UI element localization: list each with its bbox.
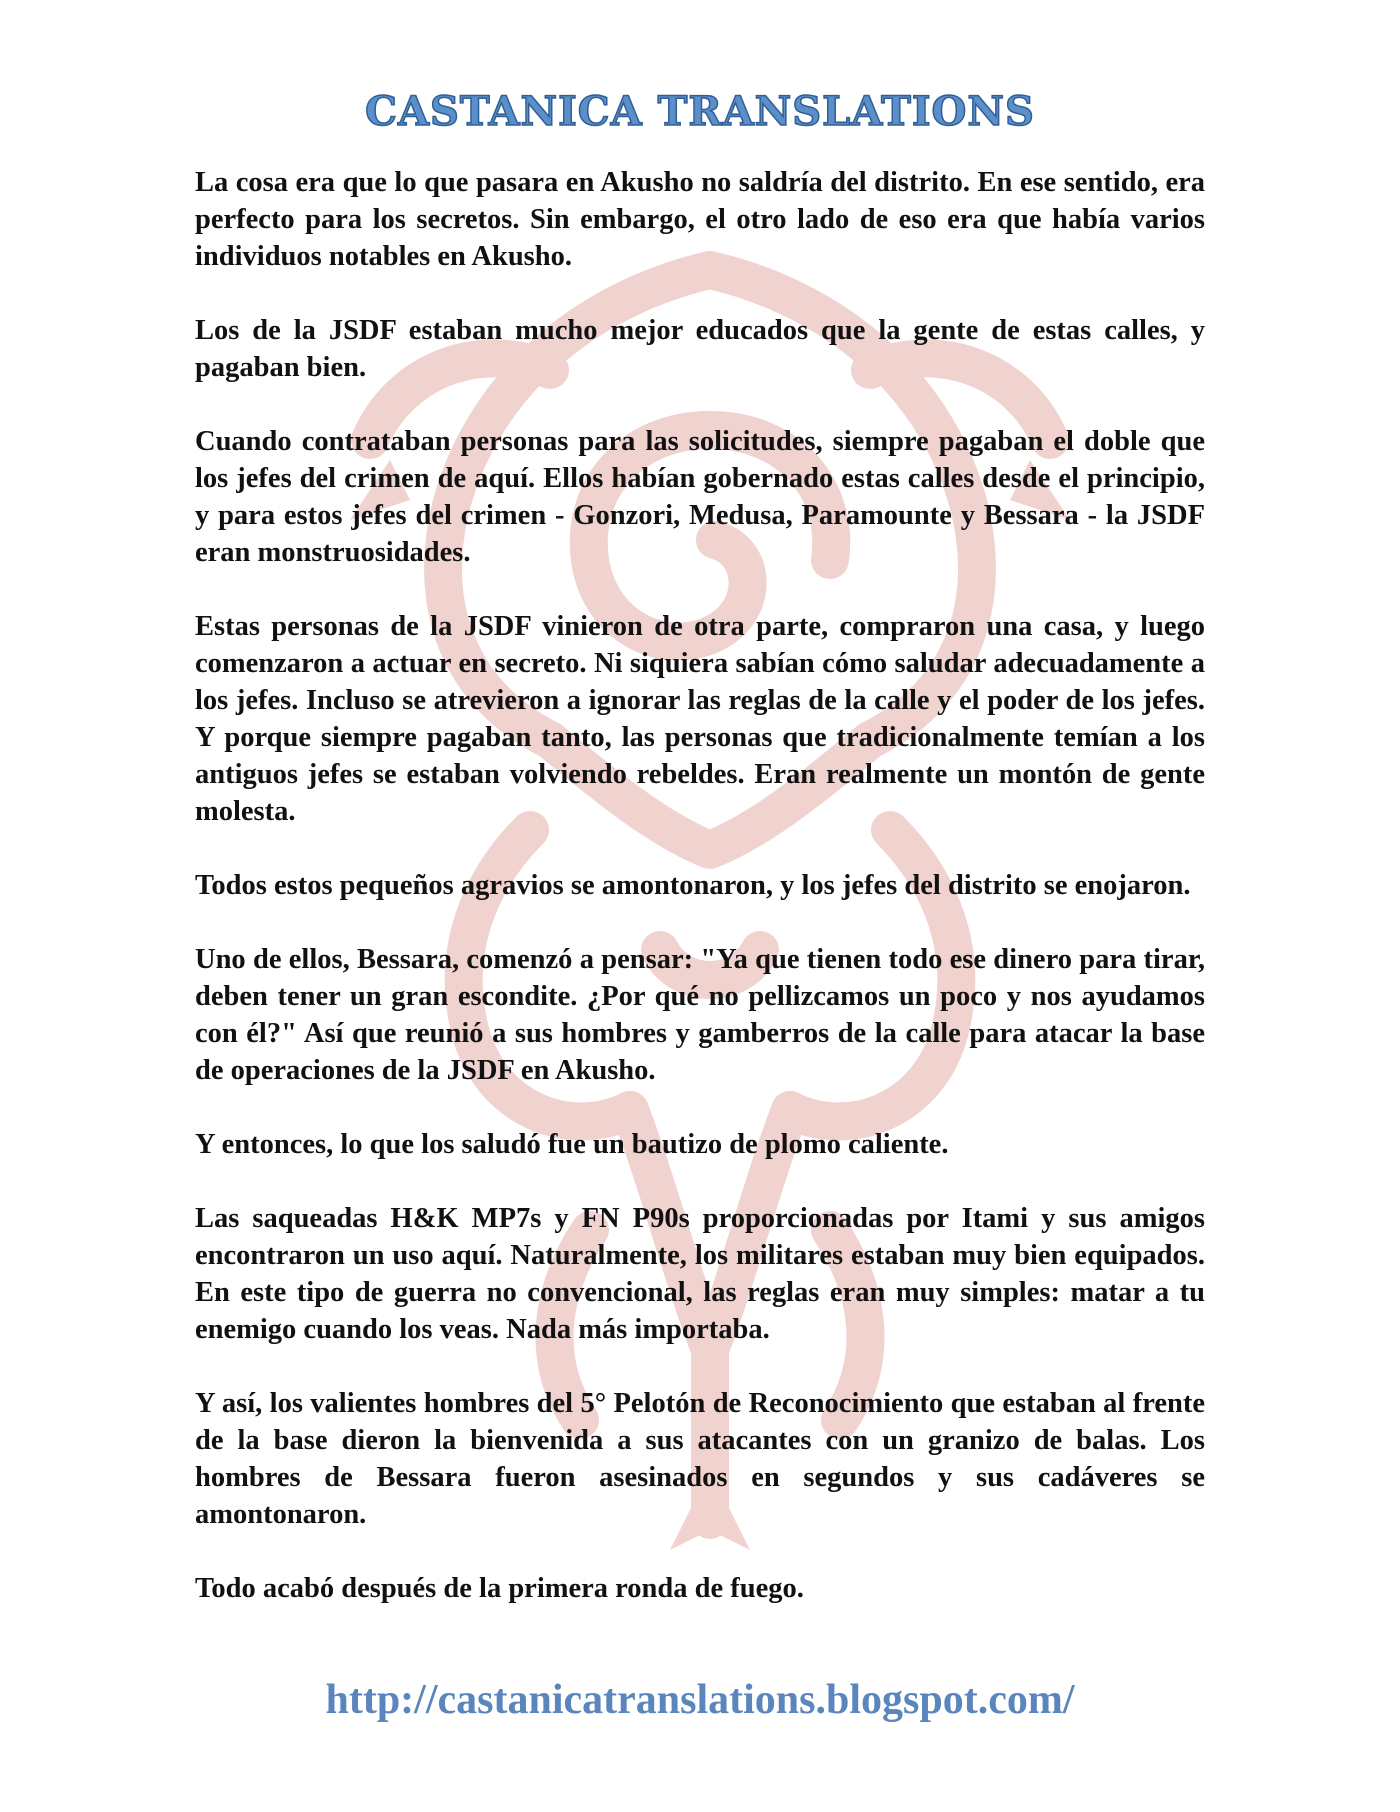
paragraph: Los de la JSDF estaban mucho mejor educados que la gente de estas calles, y pagaban bien. bbox=[195, 315, 1205, 383]
paragraph: Todo acabó después de la primera ronda de fuego. bbox=[195, 1573, 804, 1604]
paragraph: Y así, los valientes hombres del 5° Pelotón de Reconocimiento que estaban al frente de la base dieron la bienvenida a sus atacantes con un granizo de balas. Los hombres de Bessara fueron asesinados en segundos y sus cadáveres se amontonaron. bbox=[195, 1388, 1205, 1530]
paragraph: Cuando contrataban personas para las solicitudes, siempre pagaban el doble que los jefes del crimen de aquí. Ellos habían gobernado estas calles desde el principio, y para estos jefes del crimen - Gonzori, Medusa, Paramounte y Bessara - la JSDF eran monstruosidades. bbox=[195, 426, 1205, 568]
paragraph: Y entonces, lo que los saludó fue un bautizo de plomo caliente. bbox=[195, 1129, 949, 1160]
page-title: CASTANICA TRANSLATIONS bbox=[365, 88, 1035, 135]
paragraph: La cosa era que lo que pasara en Akusho no saldría del distrito. En ese sentido, era perfecto para los secretos. Sin embargo, el otro lado de eso era que había varios individuos notables en Akusho. bbox=[195, 167, 1205, 272]
document-body bbox=[195, 164, 1205, 1644]
paragraph: Las saqueadas H&K MP7s y FN P90s proporcionadas por Itami y sus amigos encontraron un uso aquí. Naturalmente, los militares estaban muy bien equipados. En este tipo de guerra no convencional, las reglas eran muy simples: matar a tu enemigo cuando los veas. Nada más importaba. bbox=[195, 1203, 1205, 1345]
paragraph: Todos estos pequeños agravios se amontonaron, y los jefes del distrito se enojaron. bbox=[195, 870, 1191, 901]
footer-url-link[interactable]: http://castanicatranslations.blogspot.com/ bbox=[325, 1677, 1075, 1723]
paragraph: Estas personas de la JSDF vinieron de otra parte, compraron una casa, y luego comenzaron a actuar en secreto. Ni siquiera sabían cómo saludar adecuadamente a los jefes. Incluso se atrevieron a ignorar las reglas de la calle y el poder de los jefes. Y porque siempre pagaban tanto, las personas que tradicionalmente temían a los antiguos jefes se estaban volviendo rebeldes. Eran realmente un montón de gente molesta. bbox=[195, 611, 1205, 827]
paragraph: Uno de ellos, Bessara, comenzó a pensar: "Ya que tienen todo ese dinero para tirar, deben tener un gran escondite. ¿Por qué no pellizcamos un poco y nos ayudamos con él?" Así que reunió a sus hombres y gamberros de la calle para atacar la base de operaciones de la JSDF en Akusho. bbox=[195, 944, 1205, 1086]
